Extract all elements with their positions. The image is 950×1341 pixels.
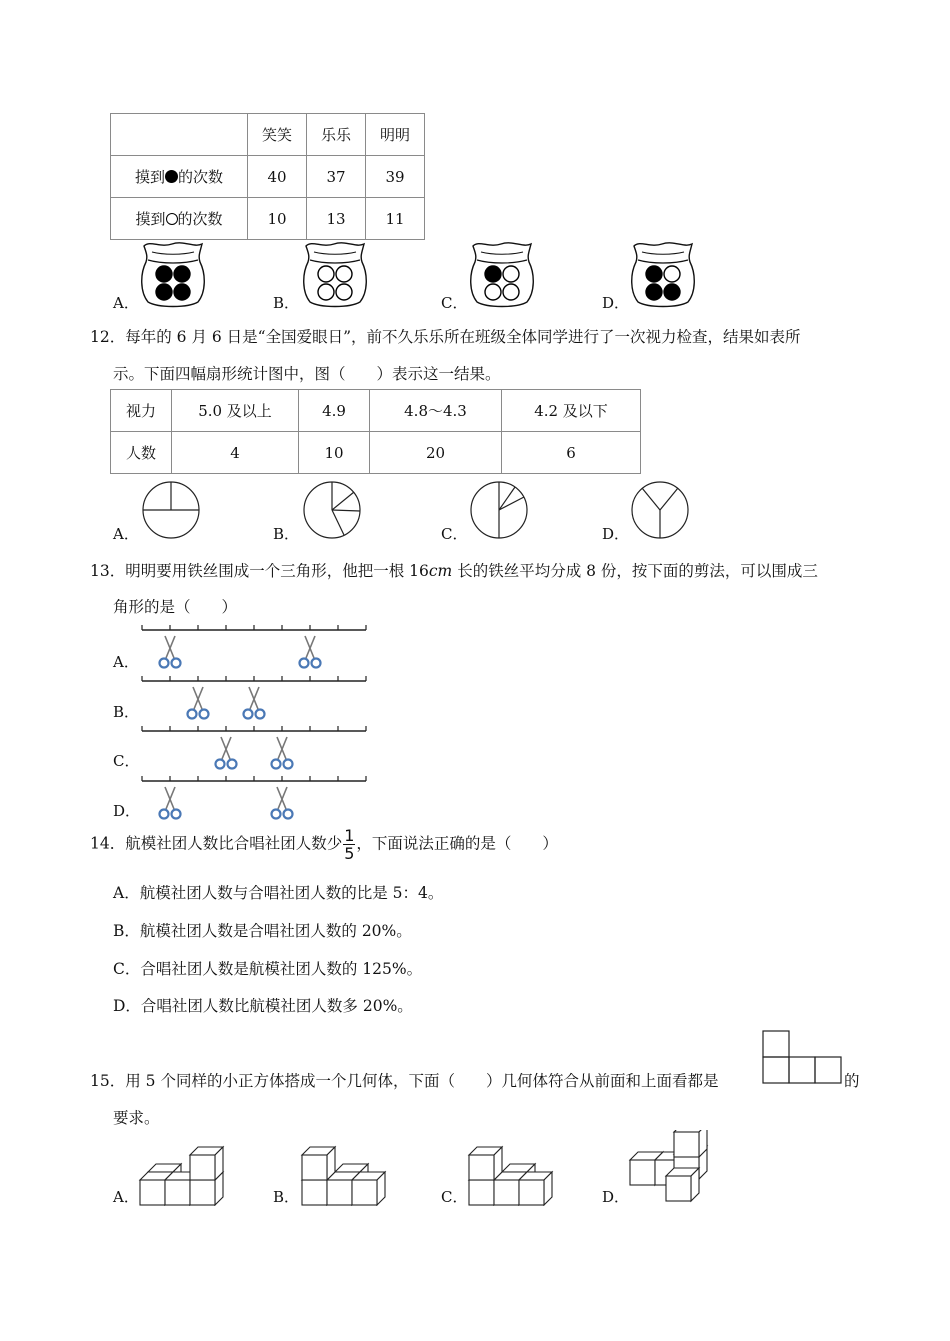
- wire-ruler: [142, 776, 366, 819]
- q12-cell: 人数: [111, 432, 172, 474]
- pie-chart-d: [630, 481, 690, 541]
- q14-frac-den: 5: [344, 844, 355, 863]
- q11-table-corner: [111, 114, 248, 156]
- wire-figure-c: [130, 721, 390, 771]
- view-shape-icon: [761, 1029, 845, 1085]
- white-ball: [503, 266, 519, 282]
- q12-stem-line1: 12．每年的 6 月 6 日是“全国爱眼日”，前不久乐乐所在班级全体同学进行了一次视力检查，结果如表所: [90, 328, 801, 346]
- black-ball: [646, 266, 662, 282]
- cube-stack: [302, 1147, 385, 1205]
- scissors-icon: [160, 787, 181, 819]
- q13-option-c[interactable]: C．: [113, 752, 140, 770]
- q13-stem-line1: [90, 559, 818, 581]
- q12-cell: 4: [172, 432, 299, 474]
- bag-icon: [300, 240, 370, 308]
- q11-option-c[interactable]: C．: [441, 294, 468, 312]
- q11-cell: 40: [248, 156, 307, 198]
- pie-chart-b: [302, 481, 362, 541]
- black-ball: [156, 266, 172, 282]
- bag-outline: [304, 243, 367, 307]
- q12-cell: 20: [370, 432, 502, 474]
- q13-option-a[interactable]: A．: [113, 653, 139, 671]
- white-ball: [336, 266, 352, 282]
- q15-stem-line1-post: 的: [844, 1072, 860, 1090]
- q14-stem: [90, 827, 558, 862]
- q11-row-white-label: [111, 198, 248, 240]
- q14-choice-a[interactable]: A．航模社团人数与合唱社团人数的比是 5：4。: [113, 884, 444, 902]
- q13-stem-post: 长的铁丝平均分成 8 份，按下面的剪法，可以围成三: [452, 562, 818, 580]
- q14-choice-b[interactable]: B．航模社团人数是合唱社团人数的 20%。: [113, 922, 412, 940]
- q12-cell: 10: [299, 432, 370, 474]
- q14-choice-d[interactable]: D．合唱社团人数比航模社团人数多 20%。: [113, 997, 413, 1015]
- q11-option-d[interactable]: D．: [602, 294, 630, 312]
- white-ball: [503, 284, 519, 300]
- q11-header-mingming: 明明: [366, 114, 425, 156]
- q14-frac-num: 1: [344, 826, 355, 845]
- cube-figure-d: [626, 1130, 721, 1206]
- cube: [190, 1147, 223, 1180]
- q15-option-d[interactable]: D．: [602, 1188, 630, 1206]
- scissors-icon: [300, 636, 321, 668]
- white-ball: [318, 266, 334, 282]
- q11-bag-a: [142, 243, 205, 307]
- white-ball-icon: [166, 213, 178, 225]
- bag-icon: [467, 240, 537, 308]
- q11-cell: 13: [307, 198, 366, 240]
- wire-figure-b: [130, 671, 390, 721]
- black-ball: [174, 284, 190, 300]
- q12-cell: 5.0 及以上: [172, 390, 299, 432]
- wire-figure-d: [130, 771, 390, 821]
- q14-stem-pre: 14．航模社团人数比合唱社团人数少: [90, 834, 343, 853]
- scissors-icon: [272, 737, 293, 769]
- cube-figure-c: [465, 1136, 560, 1206]
- black-ball: [485, 266, 501, 282]
- q13-option-d[interactable]: D．: [113, 802, 141, 820]
- q11-bag-c: [471, 243, 534, 307]
- q12-stem-line2: 示。下面四幅扇形统计图中，图（ ）表示这一结果。: [113, 365, 501, 383]
- q11-header-lele: 乐乐: [307, 114, 366, 156]
- wire-ruler: [142, 625, 366, 668]
- scissors-icon: [160, 636, 181, 668]
- q11-option-b[interactable]: B．: [273, 294, 300, 312]
- q11-cell: 39: [366, 156, 425, 198]
- black-ball: [156, 284, 172, 300]
- bag-icon: [628, 240, 698, 308]
- q12-cell: 6: [502, 432, 641, 474]
- pie-chart-c: [469, 481, 529, 541]
- black-ball: [174, 266, 190, 282]
- q13-stem-unit: cm: [428, 562, 453, 580]
- pie-chart-a: [141, 481, 201, 541]
- q12-option-a[interactable]: A．: [113, 525, 139, 543]
- q11-header-xiaoxiao: 笑笑: [248, 114, 307, 156]
- q15-stem-line2: 要求。: [113, 1109, 160, 1127]
- white-ball: [336, 284, 352, 300]
- bag-outline: [142, 243, 205, 307]
- white-ball: [318, 284, 334, 300]
- q11-cell: 11: [366, 198, 425, 240]
- q11-bag-b: [304, 243, 367, 307]
- wire-ruler: [142, 676, 366, 719]
- wire-figure-a: [130, 620, 390, 670]
- bag-outline: [471, 243, 534, 307]
- q14-choice-c[interactable]: C．合唱社团人数是航模社团人数的 125%。: [113, 960, 423, 978]
- q11-cell: 10: [248, 198, 307, 240]
- q12-cell: 4.2 及以下: [502, 390, 641, 432]
- cube: [469, 1147, 502, 1180]
- cube: [519, 1172, 552, 1205]
- q14-fraction: [343, 827, 355, 862]
- q11-row-white-pre: 摸到: [135, 210, 166, 228]
- cube-stack: [469, 1147, 552, 1205]
- q15-stem-line1-pre: 15．用 5 个同样的小正方体搭成一个几何体，下面（ ）几何体符合从前面和上面看都是: [90, 1072, 719, 1090]
- q11-row-black-pre: 摸到: [134, 168, 165, 186]
- black-ball: [646, 284, 662, 300]
- q11-cell: 37: [307, 156, 366, 198]
- q13-option-b[interactable]: B．: [113, 703, 140, 721]
- q15-option-b[interactable]: B．: [273, 1188, 300, 1206]
- q12-option-b[interactable]: B．: [273, 525, 300, 543]
- q15-option-a[interactable]: A．: [113, 1188, 139, 1206]
- cube-stack: [140, 1147, 223, 1205]
- q12-cell: 视力: [111, 390, 172, 432]
- q11-row-black-label: [111, 156, 248, 198]
- q13-stem-pre: 13．明明要用铁丝围成一个三角形，他把一根 16: [90, 562, 429, 580]
- q11-table: [110, 113, 425, 240]
- q13-stem-line2: 角形的是（ ）: [113, 598, 238, 616]
- bag-outline: [632, 243, 695, 307]
- black-ball: [664, 284, 680, 300]
- q15-option-c[interactable]: C．: [441, 1188, 468, 1206]
- q12-cell: 4.8～4.3: [370, 390, 502, 432]
- white-ball: [664, 266, 680, 282]
- black-ball-icon: [165, 170, 178, 183]
- scissors-icon: [188, 687, 209, 719]
- q14-stem-post: ，下面说法正确的是（ ）: [356, 834, 558, 853]
- q12-option-c[interactable]: C．: [441, 525, 468, 543]
- white-ball: [485, 284, 501, 300]
- cube: [302, 1147, 335, 1180]
- q12-cell: 4.9: [299, 390, 370, 432]
- wire-ruler: [142, 726, 366, 769]
- cube: [352, 1172, 385, 1205]
- q11-row-white-post: 的次数: [177, 210, 223, 228]
- q12-option-d[interactable]: D．: [602, 525, 630, 543]
- cube: [666, 1168, 699, 1201]
- cube-figure-a: [136, 1136, 231, 1206]
- q12-table: [110, 389, 641, 474]
- cube: [674, 1130, 707, 1157]
- scissors-icon: [244, 687, 265, 719]
- q11-row-black-post: 的次数: [178, 168, 224, 186]
- cube-figure-b: [298, 1136, 393, 1206]
- q11-bag-d: [632, 243, 695, 307]
- q11-option-a[interactable]: A．: [113, 294, 139, 312]
- scissors-icon: [216, 737, 237, 769]
- scissors-icon: [272, 787, 293, 819]
- cube-stack: [630, 1130, 707, 1201]
- bag-icon: [138, 240, 208, 308]
